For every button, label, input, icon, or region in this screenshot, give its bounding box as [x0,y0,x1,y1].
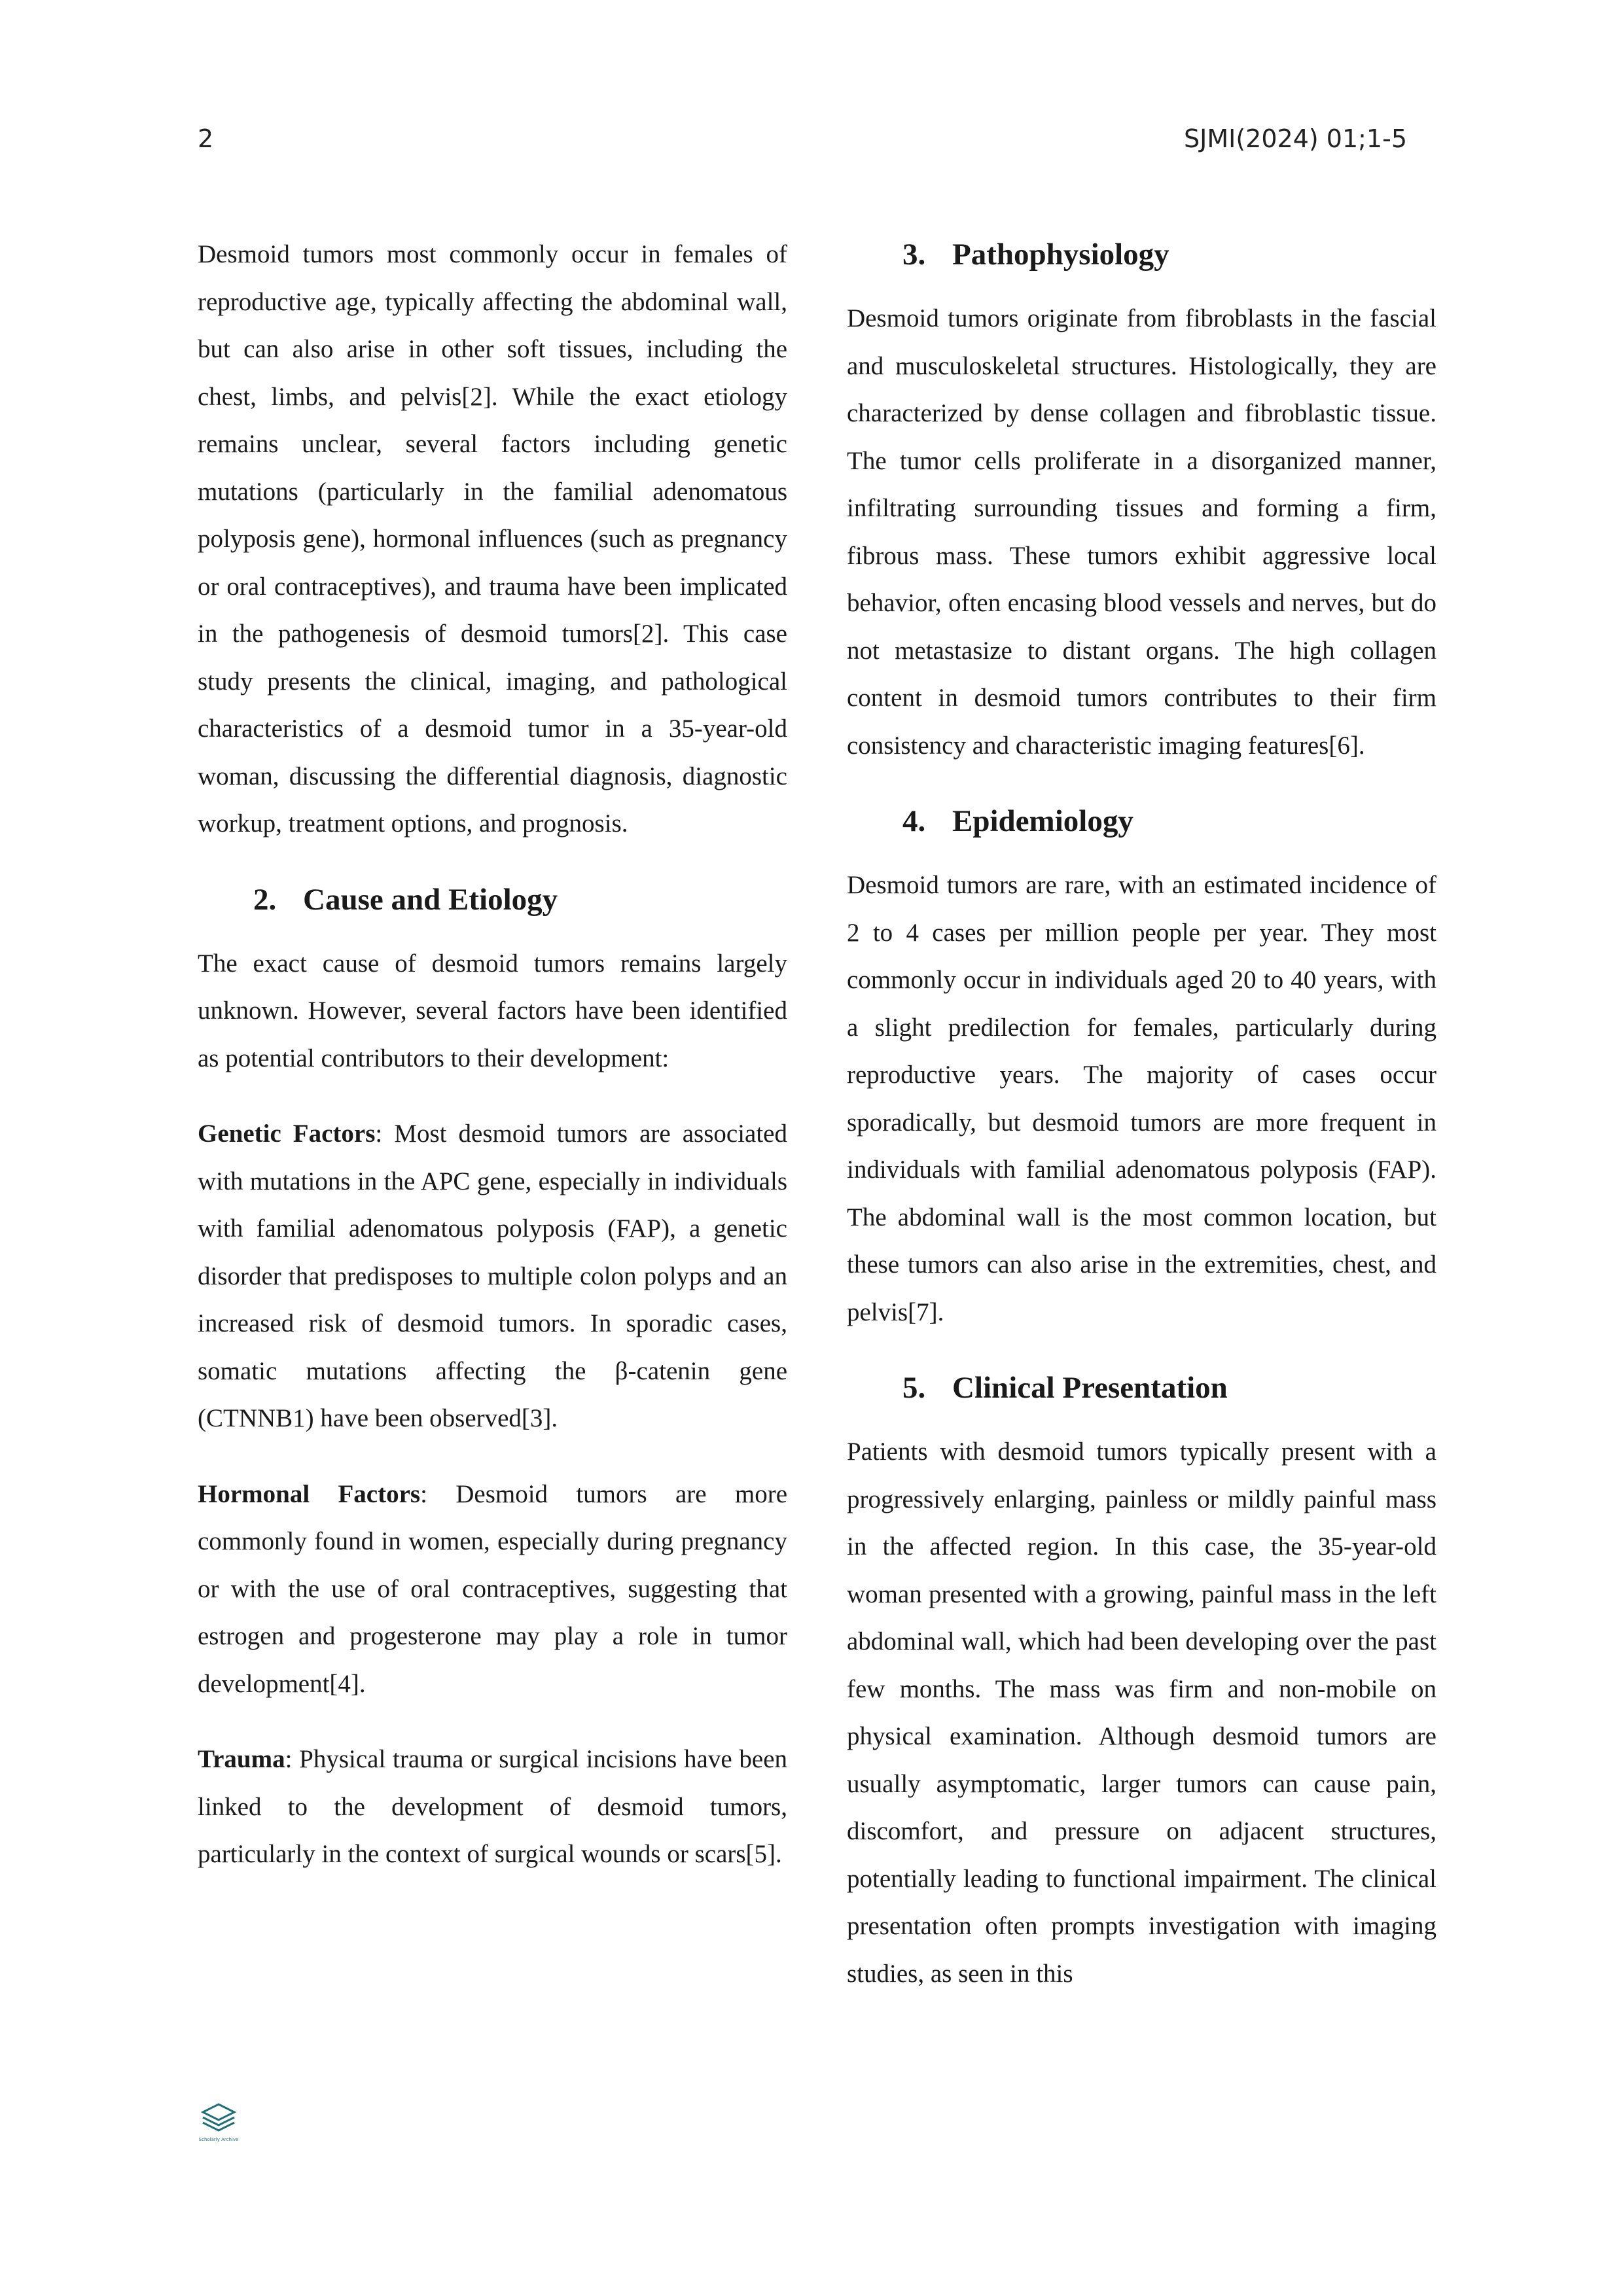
genetic-factors-paragraph [198,1110,787,1443]
term-text: : Most desmoid tumors are associated with mutations in the APC gene, especially in individuals with familial adenomatous polyposis (FAP), a genetic disorder that predisposes to multiple colon polyps and an increased risk of desmoid tumors. In sporadic cases, somatic mutations affecting the β-catenin gene (CTNNB1) have been observed[3]. [198,1120,787,1432]
logo-text: Scholarly Archive [198,2137,239,2142]
section-paragraph: Patients with desmoid tumors typically present with a progressively enlarging, painless or mildly painful mass in the affected region. In this case, the 35-year-old woman presented with a growing, painful mass in the left abdominal wall, which had been developing over the past few months. The mass was firm and non-mobile on physical examination. Although desmoid tumors are usually asymptomatic, larger tumors can cause pain, discomfort, and pressure on adjacent structures, potentially leading to functional impairment. The clinical presentation often prompts investigation with imaging studies, as seen in this [847,1438,1436,1988]
section-title: Epidemiology [952,804,1133,838]
section-title: Pathophysiology [952,238,1169,272]
right-column [847,231,1436,2026]
section-title: Clinical Presentation [952,1371,1228,1405]
section-heading-pathophysiology [847,231,1436,278]
term-label: Hormonal Factors [198,1479,421,1508]
section-number: 2. [253,882,277,917]
section-number: 5. [902,1371,926,1405]
section-title: Cause and Etiology [303,882,558,917]
section-number: 4. [902,804,926,838]
section-number: 3. [902,238,926,272]
section-paragraph: The exact cause of desmoid tumors remains largely unknown. However, several factors have been identified as potential contributors to their development: [198,949,787,1072]
term-text: : Desmoid tumors are more commonly found in women, especially during pregnancy or with the use of oral contraceptives, suggesting that estrogen and progesterone may play a role in tumor development[4]. [198,1479,788,1698]
intro-paragraph: Desmoid tumors most commonly occur in females of reproductive age, typically affecting the abdominal wall, but can also arise in other soft tissues, including the chest, limbs, and pelvis[2]. While the exact etiology remains unclear, several factors including genetic mutations (particularly in the familial adenomatous polyposis gene), hormonal influences (such as pregnancy or oral contraceptives), and trauma have been implicated in the pathogenesis of desmoid tumors[2]. This case study presents the clinical, imaging, and pathological characteristics of a desmoid tumor in a 35-year-old woman, discussing the differential diagnosis, diagnostic workup, treatment options, and prognosis. [198,240,787,838]
section-heading-epidemiology [847,798,1436,845]
journal-reference: SJMI(2024) 01;1-5 [1184,124,1407,153]
trauma-paragraph [198,1736,787,1879]
hormonal-factors-paragraph [198,1471,787,1708]
term-text: : Physical trauma or surgical incisions have been linked to the development of desmoid tumors, particularly in the context of surgical wounds or scars[5]. [198,1745,787,1868]
section-paragraph: Desmoid tumors are rare, with an estimated incidence of 2 to 4 cases per million people per year. They most commonly occur in individuals aged 20 to 40 years, with a slight predilection for females, particularly during reproductive years. The majority of cases occur sporadically, but desmoid tumors are more frequent in individuals with familial adenomatous polyposis (FAP). The abdominal wall is the most common location, but these tumors can also arise in the extremities, chest, and pelvis[7]. [847,871,1436,1326]
publisher-logo-icon [196,2102,241,2145]
left-column [198,231,787,1907]
term-label: Trauma [198,1745,285,1773]
term-label: Genetic Factors [198,1120,376,1148]
section-heading-cause-etiology [198,876,787,923]
section-heading-clinical-presentation [847,1364,1436,1411]
section-paragraph: Desmoid tumors originate from fibroblasts in the fascial and musculoskeletal structures. Histologically, they are characterized by dense collagen and fibroblastic tissue. The tumor cells proliferate in a disorganized manner, infiltrating surrounding tissues and forming a firm, fibrous mass. These tumors exhibit aggressive local behavior, often encasing blood vessels and nerves, but do not metastasize to distant organs. The high collagen content in desmoid tumors contributes to their firm consistency and characteristic imaging features[6]. [847,304,1436,760]
page-number: 2 [198,124,214,153]
